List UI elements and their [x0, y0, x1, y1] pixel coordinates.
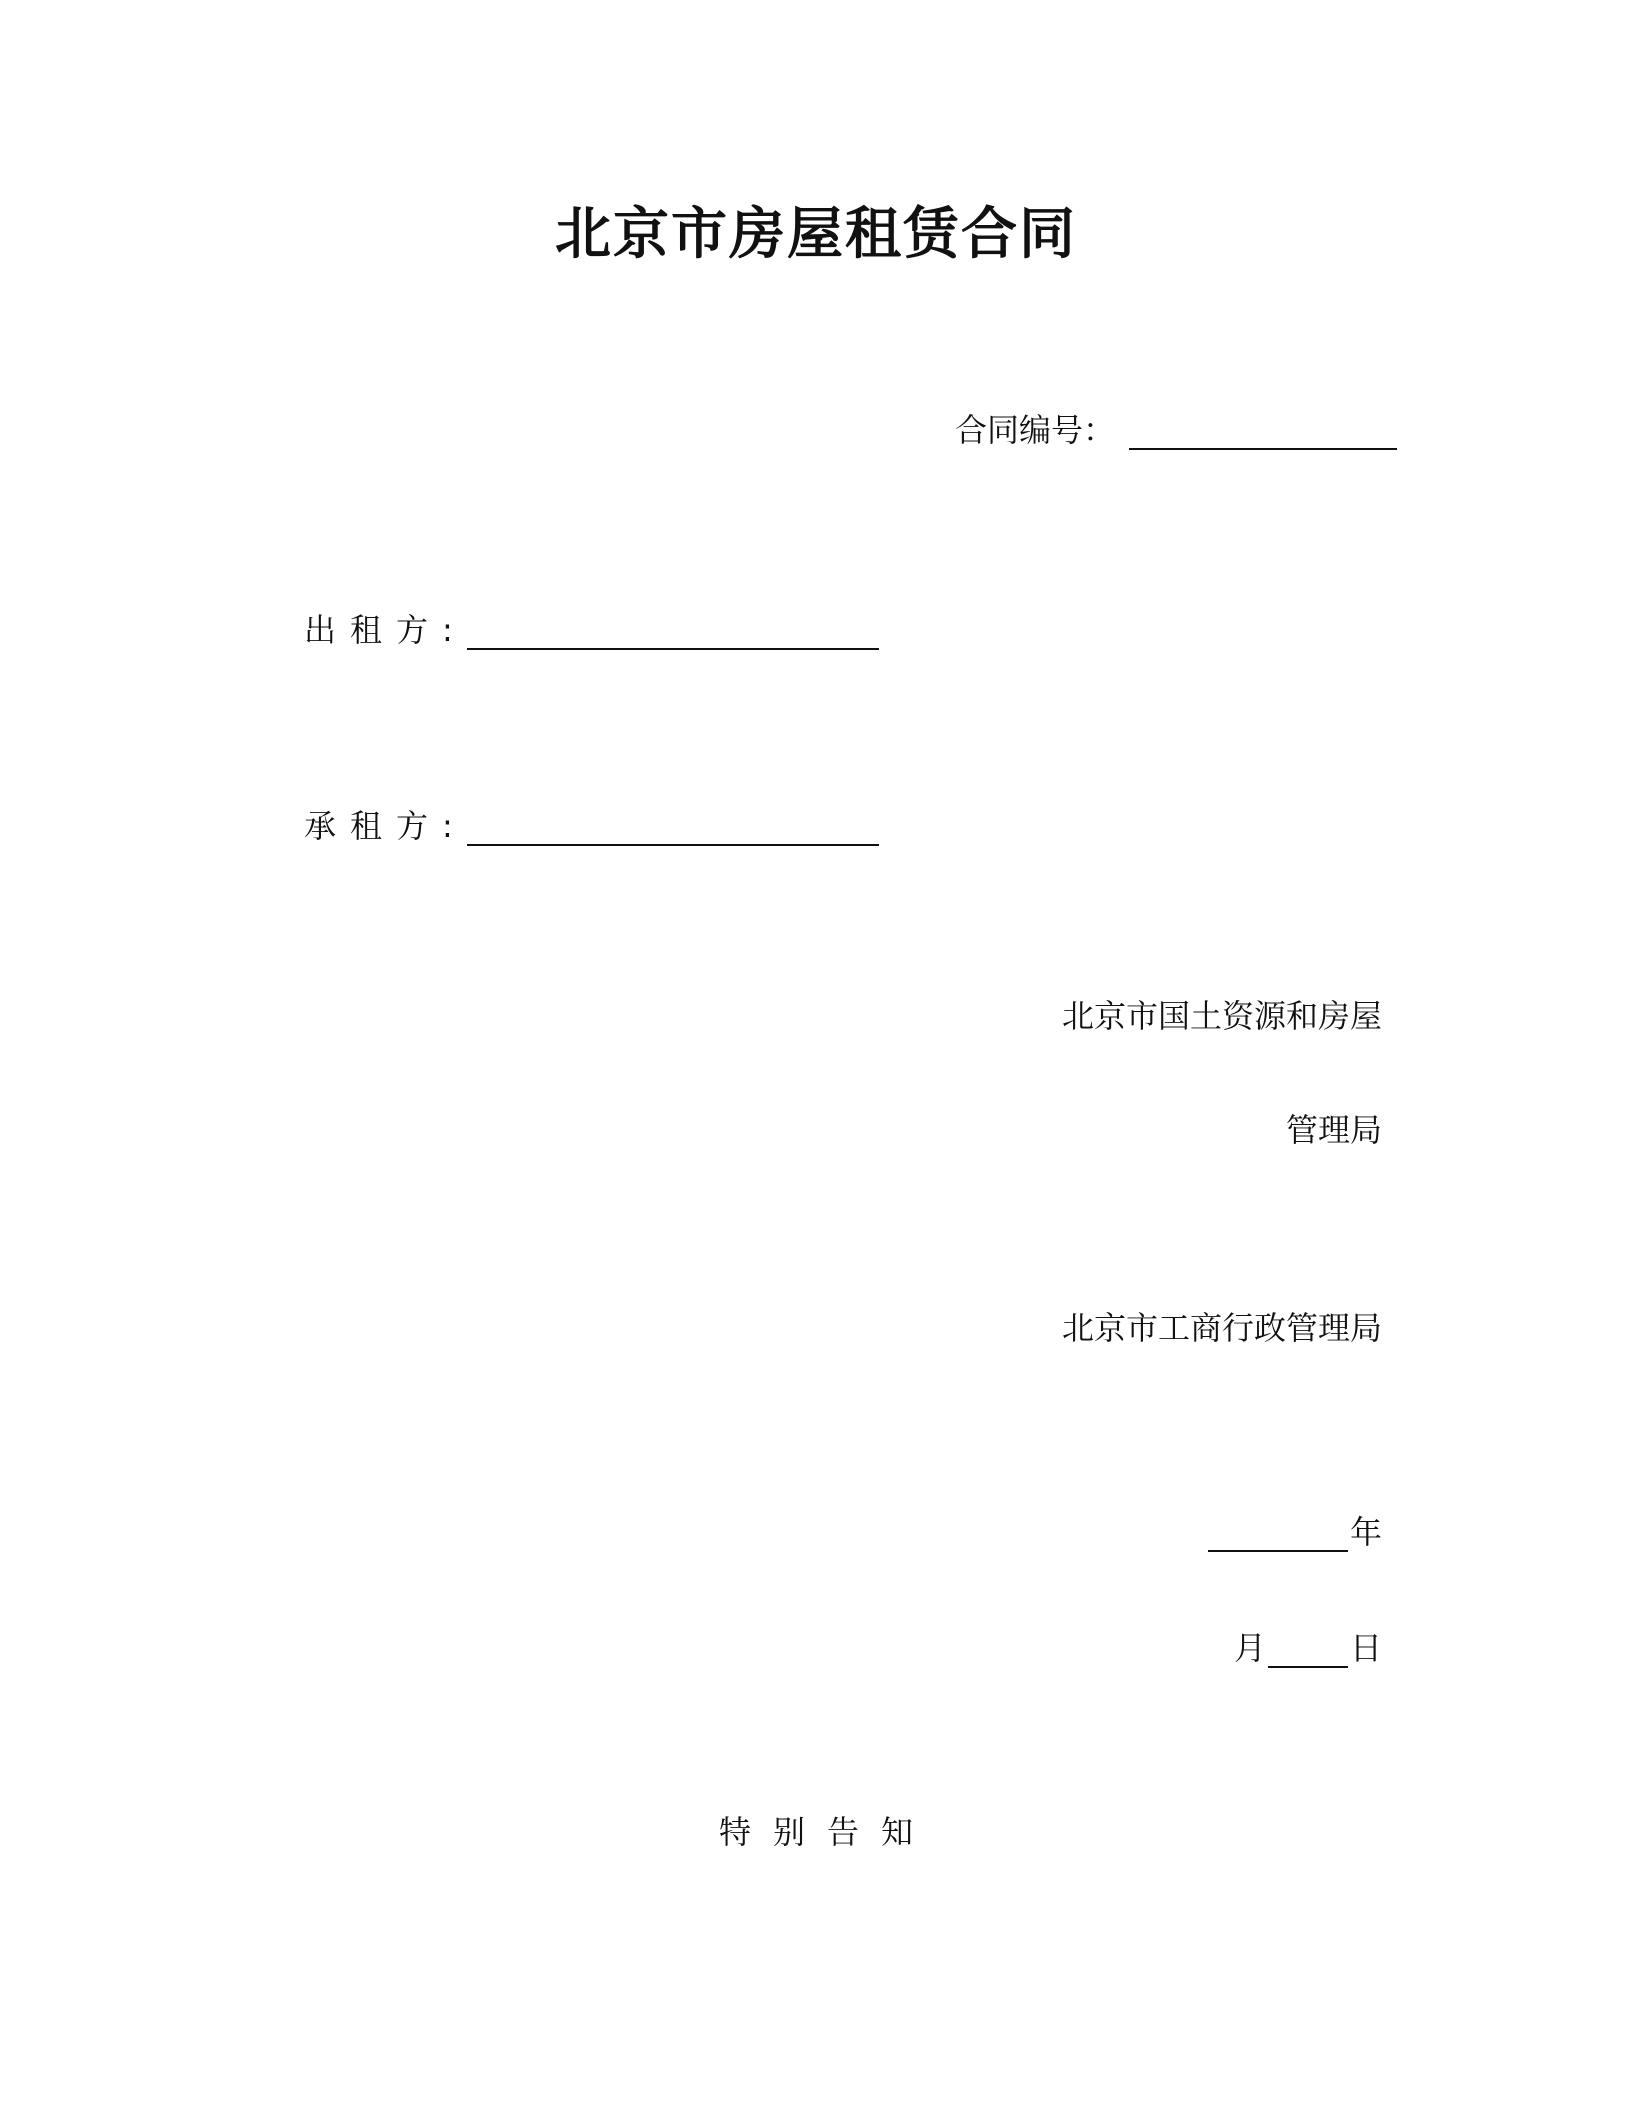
- day-label: 日: [1349, 1629, 1382, 1667]
- contract-number-field[interactable]: [1129, 414, 1397, 450]
- special-notice-heading: 特别告知: [718, 1813, 935, 1851]
- month-label: 月: [1233, 1629, 1266, 1667]
- issuer-commerce-bureau: 北京市工商行政管理局: [1061, 1309, 1382, 1347]
- date-month-day-row: [1234, 1620, 1382, 1668]
- year-label: 年: [1349, 1513, 1382, 1551]
- contract-number-label: 合同编号：: [955, 411, 1116, 449]
- year-field[interactable]: [1208, 1516, 1348, 1552]
- issuer-land-housing-line2: 管理局: [1285, 1111, 1382, 1149]
- lessor-label: 出租方:: [304, 611, 453, 649]
- lessor-field[interactable]: [467, 614, 879, 650]
- contract-number-row: [955, 402, 1397, 450]
- date-year-row: [1208, 1504, 1382, 1552]
- lessor-row: [304, 602, 879, 650]
- day-field[interactable]: [1268, 1632, 1348, 1668]
- lessee-field[interactable]: [467, 810, 879, 846]
- lessee-label: 承租方:: [304, 807, 453, 845]
- document-title: 北京市房屋租赁合同: [555, 202, 1077, 267]
- lessee-row: [304, 798, 879, 846]
- issuer-land-housing-line1: 北京市国土资源和房屋: [1061, 997, 1382, 1035]
